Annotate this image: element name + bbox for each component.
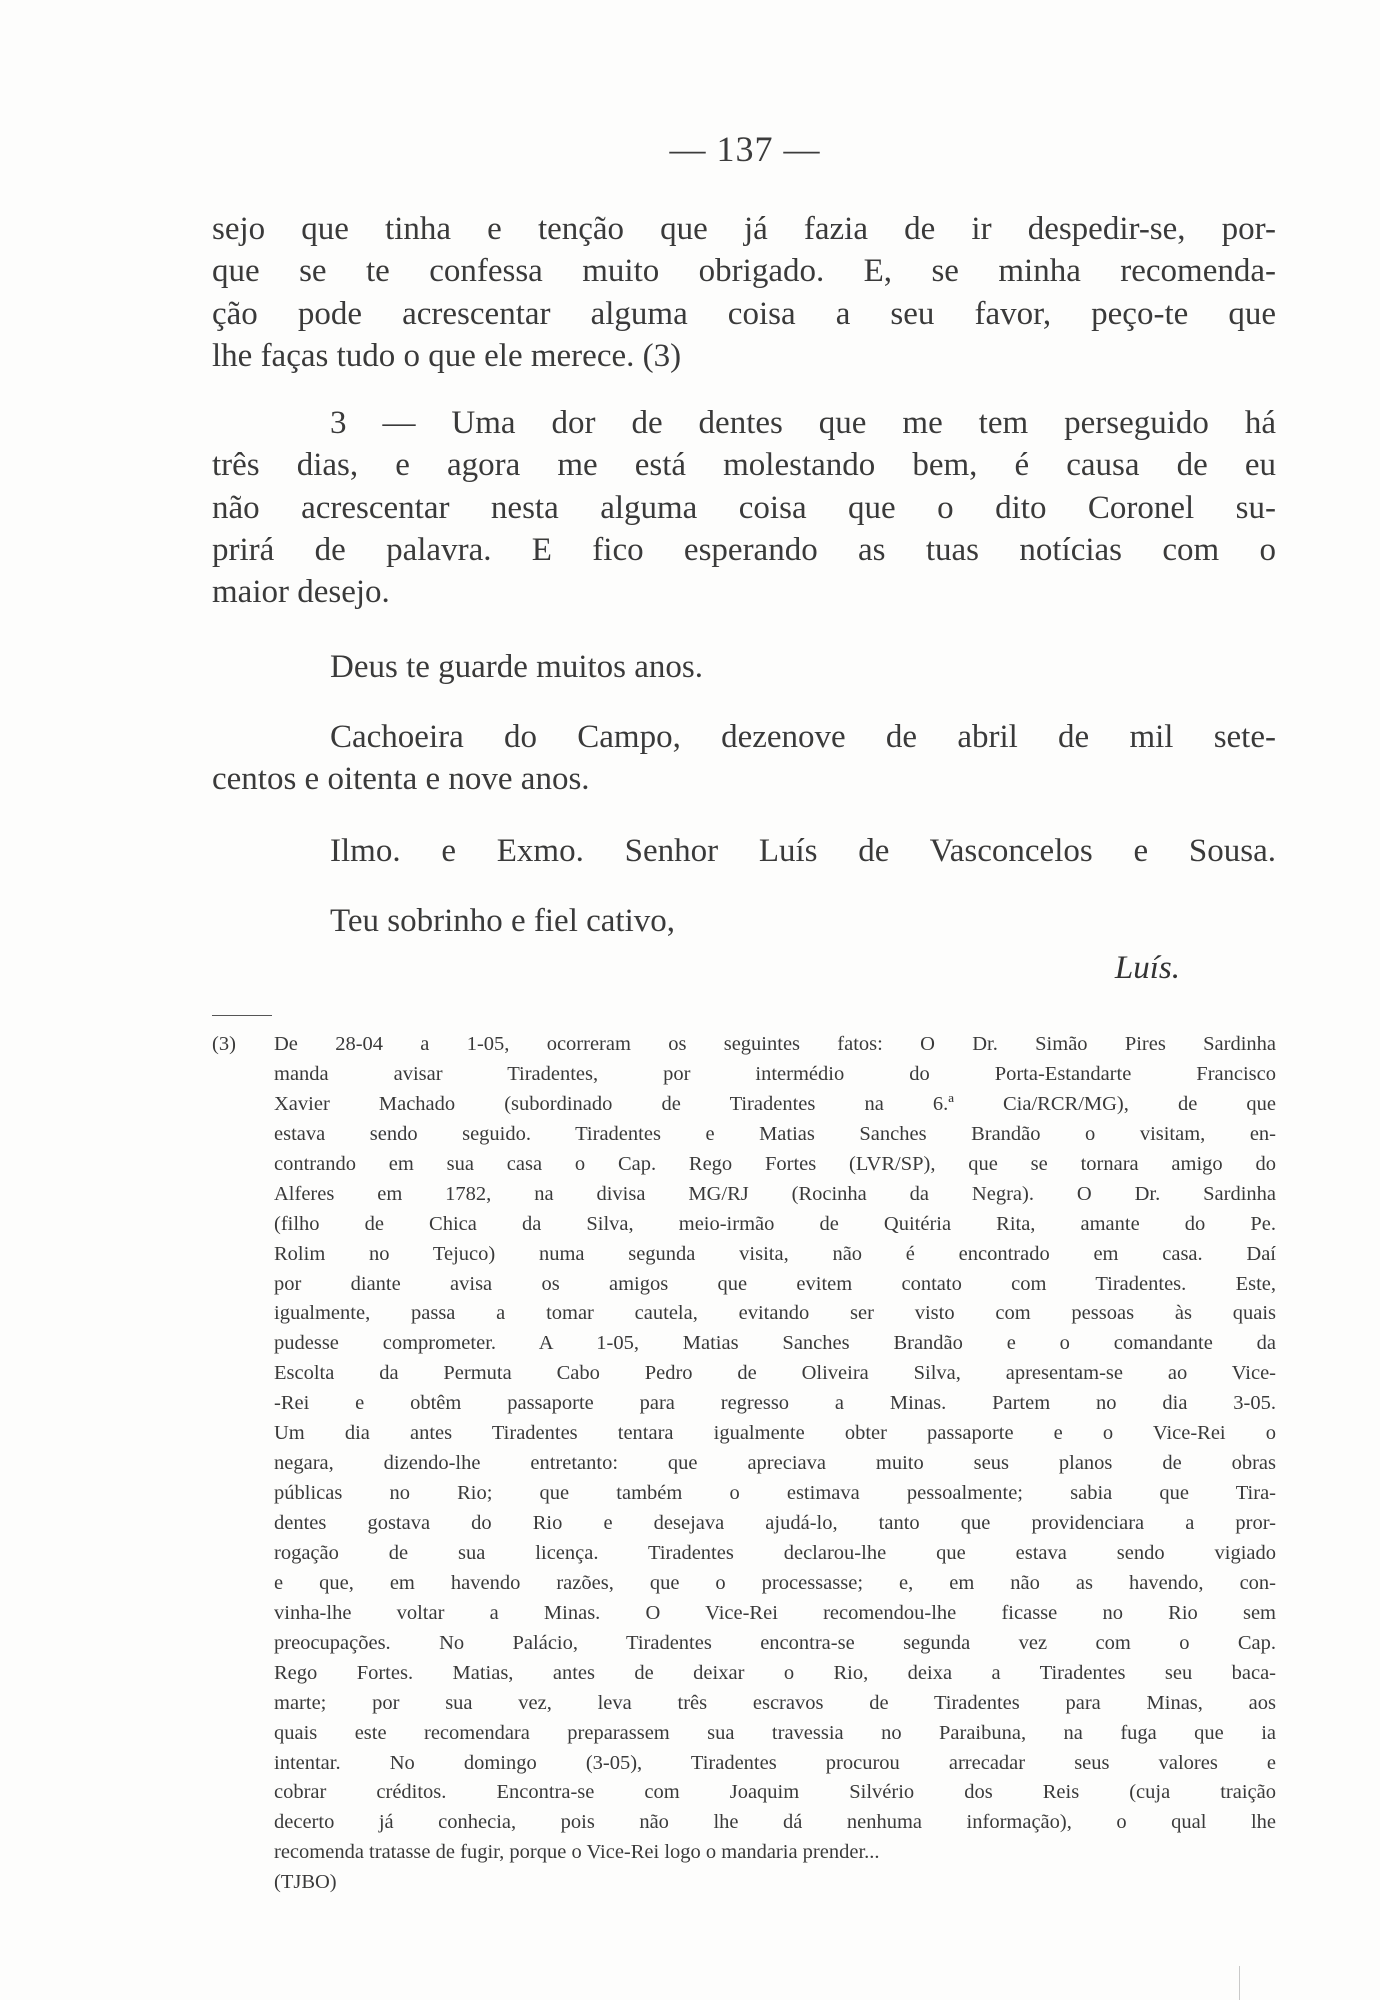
text-line: centos e oitenta e nove anos. xyxy=(212,761,590,798)
addressee xyxy=(212,830,1276,872)
footnote-line: preocupações. No Palácio, Tiradentes encontra-se segunda vez com o Cap. xyxy=(274,1631,1276,1654)
footnote-line: contrando em sua casa o Cap. Rego Fortes (LVR/SP), que se tornara amigo do xyxy=(274,1152,1276,1175)
signature: Luís. xyxy=(1114,950,1180,986)
footnote-line: igualmente, passa a tomar cautela, evitando ser visto com pessoas às quais xyxy=(274,1302,1276,1325)
footnote-line: e que, em havendo razões, que o processasse; e, em não as havendo, con- xyxy=(274,1571,1276,1594)
page-number: — 137 — xyxy=(669,129,821,169)
text-line: sejo que tinha e tenção que já fazia de ir despedir-se, por- xyxy=(212,211,1276,247)
text-line: Teu sobrinho e fiel cativo, xyxy=(330,903,676,939)
place-and-date xyxy=(212,716,1276,801)
scan-artifact-mark xyxy=(1239,1966,1240,2000)
footnote-line: decerto já conhecia, pois não lhe dá nenhuma informação), o qual lhe xyxy=(274,1811,1276,1834)
footnote-line: Um dia antes Tiradentes tentara igualmente obter passaporte e o Vice-Rei o xyxy=(274,1422,1276,1445)
footnote-line: (TJBO) xyxy=(274,1871,337,1894)
text-line: 3 — Uma dor de dentes que me tem perseguido há xyxy=(330,405,1276,441)
text-line: Deus te guarde muitos anos. xyxy=(330,649,704,685)
footnote-line: dentes gostava do Rio e desejava ajudá-lo, tanto que providenciara a pror- xyxy=(274,1512,1276,1534)
text-line: ção pode acrescentar alguma coisa a seu favor, peço-te que xyxy=(212,295,1276,332)
text-line: que se te confessa muito obrigado. E, se minha recomenda- xyxy=(212,253,1276,290)
footnote-line: Rolim no Tejuco) numa segunda visita, não é encontrado em casa. Daí xyxy=(274,1242,1276,1265)
blessing xyxy=(212,646,1276,688)
footnote-line: por diante avisa os amigos que evitem contato com Tiradentes. Este, xyxy=(274,1272,1276,1295)
footnote-line: quais este recomendara preparassem sua travessia no Paraibuna, na fuga que ia xyxy=(274,1721,1276,1744)
text-line: não acrescentar nesta alguma coisa que o dito Coronel su- xyxy=(212,489,1276,526)
footnote-line: De 28-04 a 1-05, ocorreram os seguintes fatos: O Dr. Simão Pires Sardinha xyxy=(274,1033,1276,1055)
text-line: Ilmo. e Exmo. Senhor Luís de Vasconcelos e Sousa. xyxy=(330,833,1276,869)
footnote-line: marte; por sua vez, leva três escravos de Tiradentes para Minas, aos xyxy=(274,1691,1276,1714)
footnote-line: Alferes em 1782, na divisa MG/RJ (Rocinha da Negra). O Dr. Sardinha xyxy=(274,1182,1276,1205)
paragraph-continuation xyxy=(212,208,1276,377)
footnote-line: Xavier Machado (subordinado de Tiradentes na 6.ª Cia/RCR/MG), de que xyxy=(274,1092,1276,1115)
footnote-line: Rego Fortes. Matias, antes de deixar o Rio, deixa a Tiradentes seu baca- xyxy=(274,1661,1276,1684)
footnote-marker: (3) xyxy=(212,1033,236,1055)
footnote-line: manda avisar Tiradentes, por intermédio do Porta-Estandarte Francisco xyxy=(274,1062,1276,1085)
text-line: maior desejo. xyxy=(212,574,390,611)
footnote-line: pudesse comprometer. A 1-05, Matias Sanches Brandão e o comandante da xyxy=(274,1332,1276,1355)
valediction xyxy=(212,900,1276,942)
footnote-line: públicas no Rio; que também o estimava pessoalmente; sabia que Tira- xyxy=(274,1482,1276,1505)
footnote-line: (filho de Chica da Silva, meio-irmão de Quitéria Rita, amante do Pe. xyxy=(274,1212,1276,1235)
footnote-line: cobrar créditos. Encontra-se com Joaquim Silvério dos Reis (cuja traição xyxy=(274,1781,1276,1804)
text-line: lhe faças tudo o que ele merece. (3) xyxy=(212,337,682,374)
text-line: três dias, e agora me está molestando bem, é causa de eu xyxy=(212,447,1276,484)
footnote-line: negara, dizendo-lhe entretanto: que apreciava muito seus planos de obras xyxy=(274,1452,1276,1475)
text-line: prirá de palavra. E fico esperando as tuas notícias com o xyxy=(212,531,1276,568)
footnote-line: recomenda tratasse de fugir, porque o Vice-Rei logo o mandaria prender... xyxy=(274,1841,880,1864)
footnote-line: -Rei e obtêm passaporte para regresso a Minas. Partem no dia 3-05. xyxy=(274,1392,1276,1415)
footnote-line: rogação de sua licença. Tiradentes declarou-lhe que estava sendo vigiado xyxy=(274,1541,1276,1564)
footnote-separator xyxy=(212,1015,272,1016)
footnote xyxy=(212,1030,1276,1898)
footnote-line: intentar. No domingo (3-05), Tiradentes procurou arrecadar seus valores e xyxy=(274,1751,1276,1774)
paragraph-3 xyxy=(212,402,1276,613)
footnote-body xyxy=(274,1030,1276,1898)
footnote-line: vinha-lhe voltar a Minas. O Vice-Rei recomendou-lhe ficasse no Rio sem xyxy=(274,1601,1276,1624)
text-line: Cachoeira do Campo, dezenove de abril de mil sete- xyxy=(330,719,1276,755)
footnote-line: Escolta da Permuta Cabo Pedro de Oliveira Silva, apresentam-se ao Vice- xyxy=(274,1362,1276,1385)
footnote-line: estava sendo seguido. Tiradentes e Matias Sanches Brandão o visitam, en- xyxy=(274,1122,1276,1145)
